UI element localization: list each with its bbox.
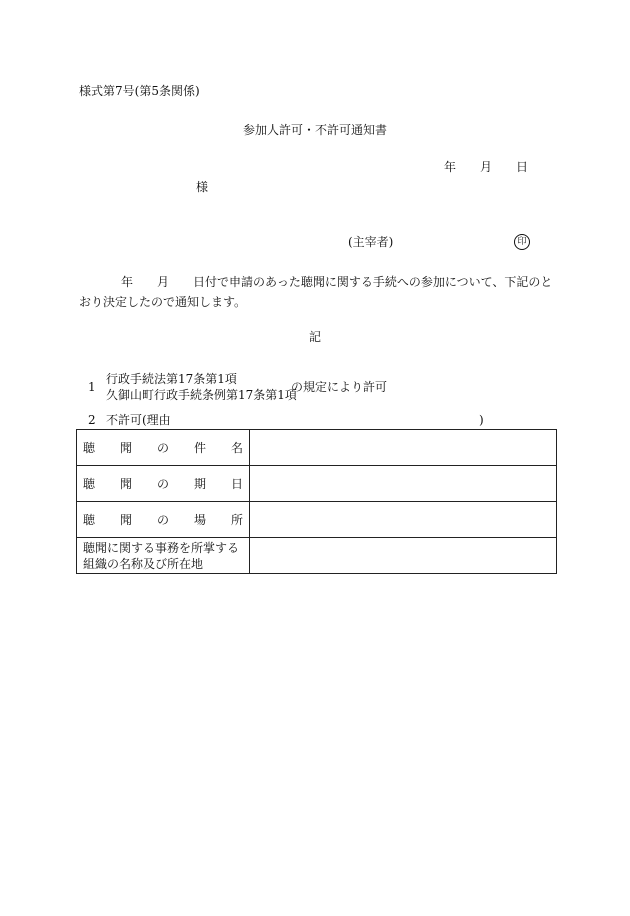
hearing-case-name-value[interactable] [250, 430, 557, 466]
document-title: 参加人許可・不許可通知書 [242, 123, 387, 137]
notification-body [79, 272, 557, 312]
label-line: 聴聞に関する事務を所掌する [83, 540, 240, 555]
responsible-organization-value[interactable] [250, 538, 557, 574]
item1-permit-text: の規定により許可 [291, 380, 388, 394]
table-row [77, 502, 557, 538]
hearing-case-name-label [77, 430, 250, 466]
label-char: 聴 [83, 513, 96, 527]
table-row [77, 430, 557, 466]
item2-number: 2 [88, 413, 96, 427]
item1-number: 1 [88, 380, 96, 394]
label-char: 聴 [83, 477, 96, 491]
item2-closing-paren: ) [479, 413, 484, 427]
label-char: の [156, 513, 169, 527]
date-day-label: 日 [516, 160, 529, 174]
label-char: 聞 [119, 441, 132, 455]
label-char: 日 [230, 477, 243, 491]
label-char: 聴 [83, 441, 96, 455]
body-year-label: 年 [121, 275, 134, 289]
hearing-date-value[interactable] [250, 466, 557, 502]
seal-mark: 印 [514, 234, 530, 250]
responsible-organization-label [77, 538, 250, 574]
hearing-details-table [76, 429, 557, 574]
date-month-label: 月 [480, 160, 493, 174]
record-heading: 記 [308, 330, 321, 344]
date-year-label: 年 [444, 160, 457, 174]
addressee-honorific: 様 [196, 180, 209, 194]
label-char: の [156, 477, 169, 491]
label-char: 件 [193, 441, 206, 455]
form-number: 様式第7号(第5条関係) [79, 84, 200, 98]
body-text: 日付で申請のあった聴聞に関する手続への参加について、下記のとおり決定したので通知します。 [79, 275, 553, 309]
label-char: 場 [193, 513, 206, 527]
organizer-label: (主宰者) [348, 235, 394, 249]
body-month-label: 月 [157, 275, 170, 289]
table-row [77, 466, 557, 502]
table-row [77, 538, 557, 574]
label-char: 所 [230, 513, 243, 527]
item1-law-act: 行政手続法第17条第1項 [106, 372, 237, 386]
label-char: 期 [193, 477, 206, 491]
label-char: 聞 [119, 477, 132, 491]
label-char: 聞 [119, 513, 132, 527]
hearing-place-value[interactable] [250, 502, 557, 538]
hearing-place-label [77, 502, 250, 538]
label-char: 名 [230, 441, 243, 455]
date-line [444, 160, 528, 175]
label-line: 組織の名称及び所在地 [83, 556, 204, 571]
item2-deny-label: 不許可(理由 [106, 413, 171, 427]
hearing-date-label [77, 466, 250, 502]
item1-law-ordinance: 久御山町行政手続条例第17条第1項 [106, 388, 297, 402]
label-char: の [156, 441, 169, 455]
